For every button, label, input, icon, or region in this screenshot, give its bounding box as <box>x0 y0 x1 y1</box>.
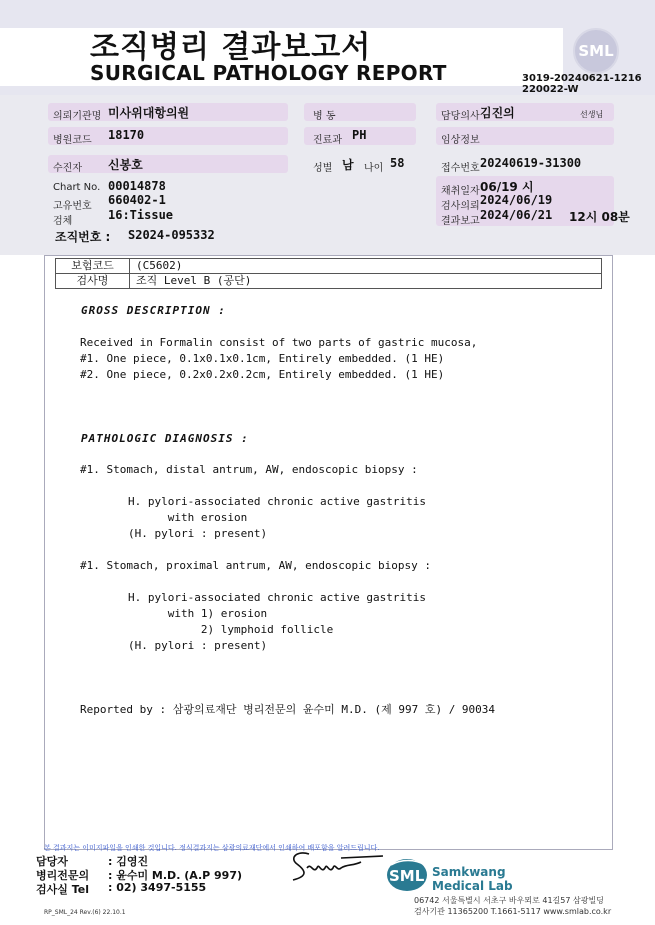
lab-name-2: Medical Lab <box>432 879 513 893</box>
ward-label: 병 동 <box>313 111 336 122</box>
result-label: 결과보고 <box>441 216 480 227</box>
doctor-suffix: 선생님 <box>580 110 604 119</box>
patient-field-bg <box>48 155 288 173</box>
collect-label: 채취일자 <box>441 186 480 197</box>
sex-value: 남 <box>342 158 354 172</box>
report-title-english: SURGICAL PATHOLOGY REPORT <box>90 61 447 85</box>
unique-label: 고유번호 <box>53 201 92 212</box>
lab-name-1: Samkwang <box>432 865 506 879</box>
gross-line: Received in Formalin consist of two parts of gastric mucosa, <box>80 336 478 349</box>
diagnosis-1-line: (H. pylori : present) <box>128 527 268 540</box>
exam-label: 검사명 <box>56 274 130 289</box>
gross-line: #1. One piece, 0.1x0.1x0.1cm, Entirely embedded. (1 HE) <box>80 352 445 365</box>
patient-value: 신봉호 <box>108 158 143 172</box>
charge-value: : 김영진 <box>108 855 149 868</box>
report-number <box>522 73 642 95</box>
diagnosis-2-line: with 1) erosion <box>128 607 268 620</box>
tel-label: 검사실 Tel <box>36 883 89 896</box>
charge-label: 담당자 <box>36 855 68 868</box>
clinical-label: 임상정보 <box>441 135 480 146</box>
report-number-line2: 220022-W <box>522 84 579 95</box>
diagnosis-1-line: H. pylori-associated chronic active gastritis <box>128 495 427 508</box>
diagnosis-1-head: #1. Stomach, distal antrum, AW, endoscopic biopsy : <box>80 463 418 476</box>
signature-image <box>283 848 388 884</box>
result-value: 2024/06/21 <box>480 208 553 222</box>
tissue-label: 조직번호 : <box>55 230 111 244</box>
form-code: RP_SML_24 Rev.(6) 22.10.1 <box>44 909 126 916</box>
patient-label: 수진자 <box>53 163 82 174</box>
hospital-label: 의뢰기관명 <box>53 111 102 122</box>
exam-value: 조직 Level B (공단) <box>130 274 602 289</box>
lab-address: 06742 서울특별시 서초구 바우뫼로 41길57 삼광빌딩 <box>414 896 604 905</box>
diagnosis-2-line: 2) lymphoid follicle <box>128 623 334 636</box>
report-body <box>44 255 613 850</box>
table-row <box>56 259 602 274</box>
dept-value: PH <box>352 128 367 142</box>
result-time: 12시 08분 <box>569 210 630 224</box>
reported-by: Reported by : 삼광의료재단 병리전문의 윤수미 M.D. (제 997 호) / 90034 <box>80 703 496 716</box>
request-value: 2024/06/19 <box>480 193 553 207</box>
pathologist-value: : 윤수미 M.D. (A.P 997) <box>108 869 243 882</box>
chart-value: 00014878 <box>108 179 166 193</box>
diagnosis-1-line: with erosion <box>128 511 248 524</box>
report-number-line1: 3019-20240621-1216 <box>522 73 642 84</box>
request-label: 검사의뢰 <box>441 201 480 212</box>
gross-title: GROSS DESCRIPTION : <box>81 304 226 317</box>
code-label: 병원코드 <box>53 135 92 146</box>
hospital-value: 미사위대항의원 <box>108 106 190 120</box>
diagnosis-2-line: (H. pylori : present) <box>128 639 268 652</box>
doctor-value: 김진의 <box>480 106 515 120</box>
chart-label: Chart No. <box>53 182 101 193</box>
pathologist-label: 병리전문의 <box>36 869 90 882</box>
age-label: 나이 <box>364 163 384 174</box>
age-value: 58 <box>390 156 405 170</box>
notice-text: 본 결과지는 이미지파일을 인쇄한 것입니다. 정식결과지는 삼광의료재단에서 인쇄하여 배포함을 알려드립니다. <box>44 844 380 852</box>
dept-label: 진료과 <box>313 135 342 146</box>
lab-logo-text: SML <box>389 867 425 885</box>
code-value: 18170 <box>108 128 145 142</box>
specimen-label: 검체 <box>53 216 73 227</box>
report-title-korean: 조직병리 결과보고서 <box>90 30 372 65</box>
unique-value: 660402-1 <box>108 193 166 207</box>
receipt-label: 접수번호 <box>441 163 480 174</box>
diagnosis-2-line: H. pylori-associated chronic active gastritis <box>128 591 427 604</box>
diagnosis-title: PATHOLOGIC DIAGNOSIS : <box>81 432 249 445</box>
insurance-value: (C5602) <box>130 259 602 274</box>
tel-value: : 02) 3497-5155 <box>108 881 207 894</box>
collect-value: 06/19 시 <box>480 180 534 194</box>
sml-logo: SML <box>573 28 619 74</box>
diagnosis-2-head: #1. Stomach, proximal antrum, AW, endoscopic biopsy : <box>80 559 431 572</box>
exam-table <box>55 258 602 289</box>
specimen-value: 16:Tissue <box>108 208 174 222</box>
doctor-label: 담당의사 <box>441 111 480 122</box>
gross-line: #2. One piece, 0.2x0.2x0.2cm, Entirely embedded. (1 HE) <box>80 368 445 381</box>
sex-label: 성별 <box>313 163 333 174</box>
insurance-label: 보험코드 <box>56 259 130 274</box>
table-row <box>56 274 602 289</box>
lab-registration: 검사기관 11365200 T.1661-5117 www.smlab.co.kr <box>414 907 612 916</box>
tissue-value: S2024-095332 <box>128 228 215 242</box>
receipt-value: 20240619-31300 <box>480 156 582 170</box>
